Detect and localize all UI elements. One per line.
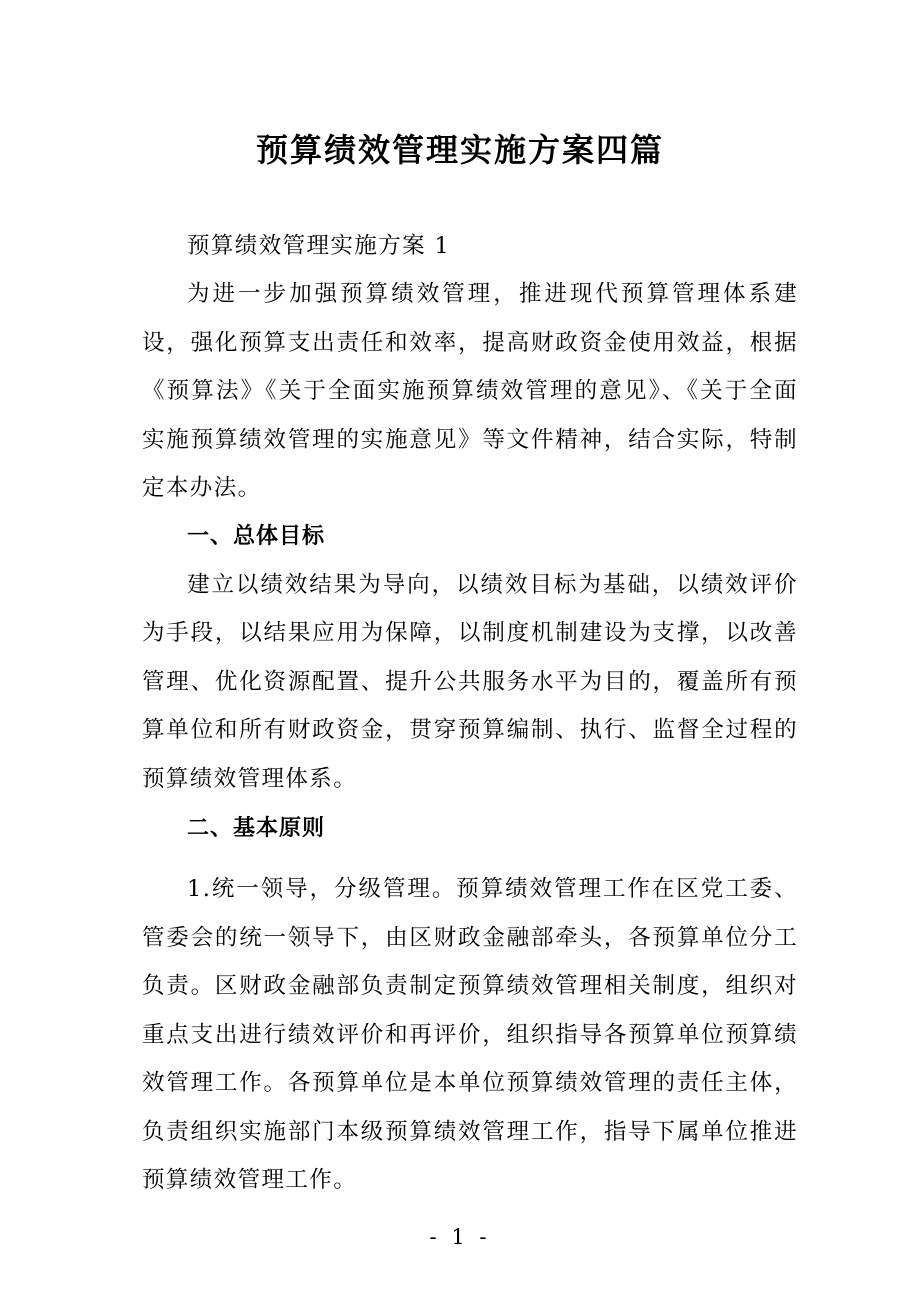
basic-principles-paragraph: 1.统一领导，分级管理。预算绩效管理工作在区党工委、管委会的统一领导下，由区财政金融部牵头，各预算单位分工负责。区财政金融部负责制定预算绩效管理相关制度，组织对重点支出进行绩效评价和再评价，组织指导各预算单位预算绩效管理工作。各预算单位是本单位预算绩效管理的责任主体，负责组织实施部门本级预算绩效管理工作，指导下属单位推进预算绩效管理工作。 — [142, 876, 798, 1193]
document-title: 预算绩效管理实施方案四篇 — [255, 131, 664, 169]
page-number: - 1 - — [429, 1225, 491, 1249]
section-heading-overall-goals: 一、总体目标 — [187, 523, 326, 549]
section-heading-basic-principles: 二、基本原则 — [187, 816, 326, 841]
intro-paragraph: 为进一步加强预算绩效管理，推进现代预算管理体系建设，强化预算支出责任和效率，提高财政资金使用效益，根据《预算法》《关于全面实施预算绩效管理的意见》、《关于全面实施预算绩效管理的实施意见》等文件精神，结合实际，特制定本办法。 — [142, 281, 798, 501]
document-body — [142, 222, 798, 1205]
document-subtitle: 预算绩效管理实施方案 1 — [187, 233, 451, 259]
overall-goals-paragraph: 建立以绩效结果为导向，以绩效目标为基础，以绩效评价为手段，以结果应用为保障，以制度机制建设为支撑，以改善管理、优化资源配置、提升公共服务水平为目的，覆盖所有预算单位和所有财政资金，贯穿预算编制、执行、监督全过程的预算绩效管理体系。 — [142, 571, 798, 792]
